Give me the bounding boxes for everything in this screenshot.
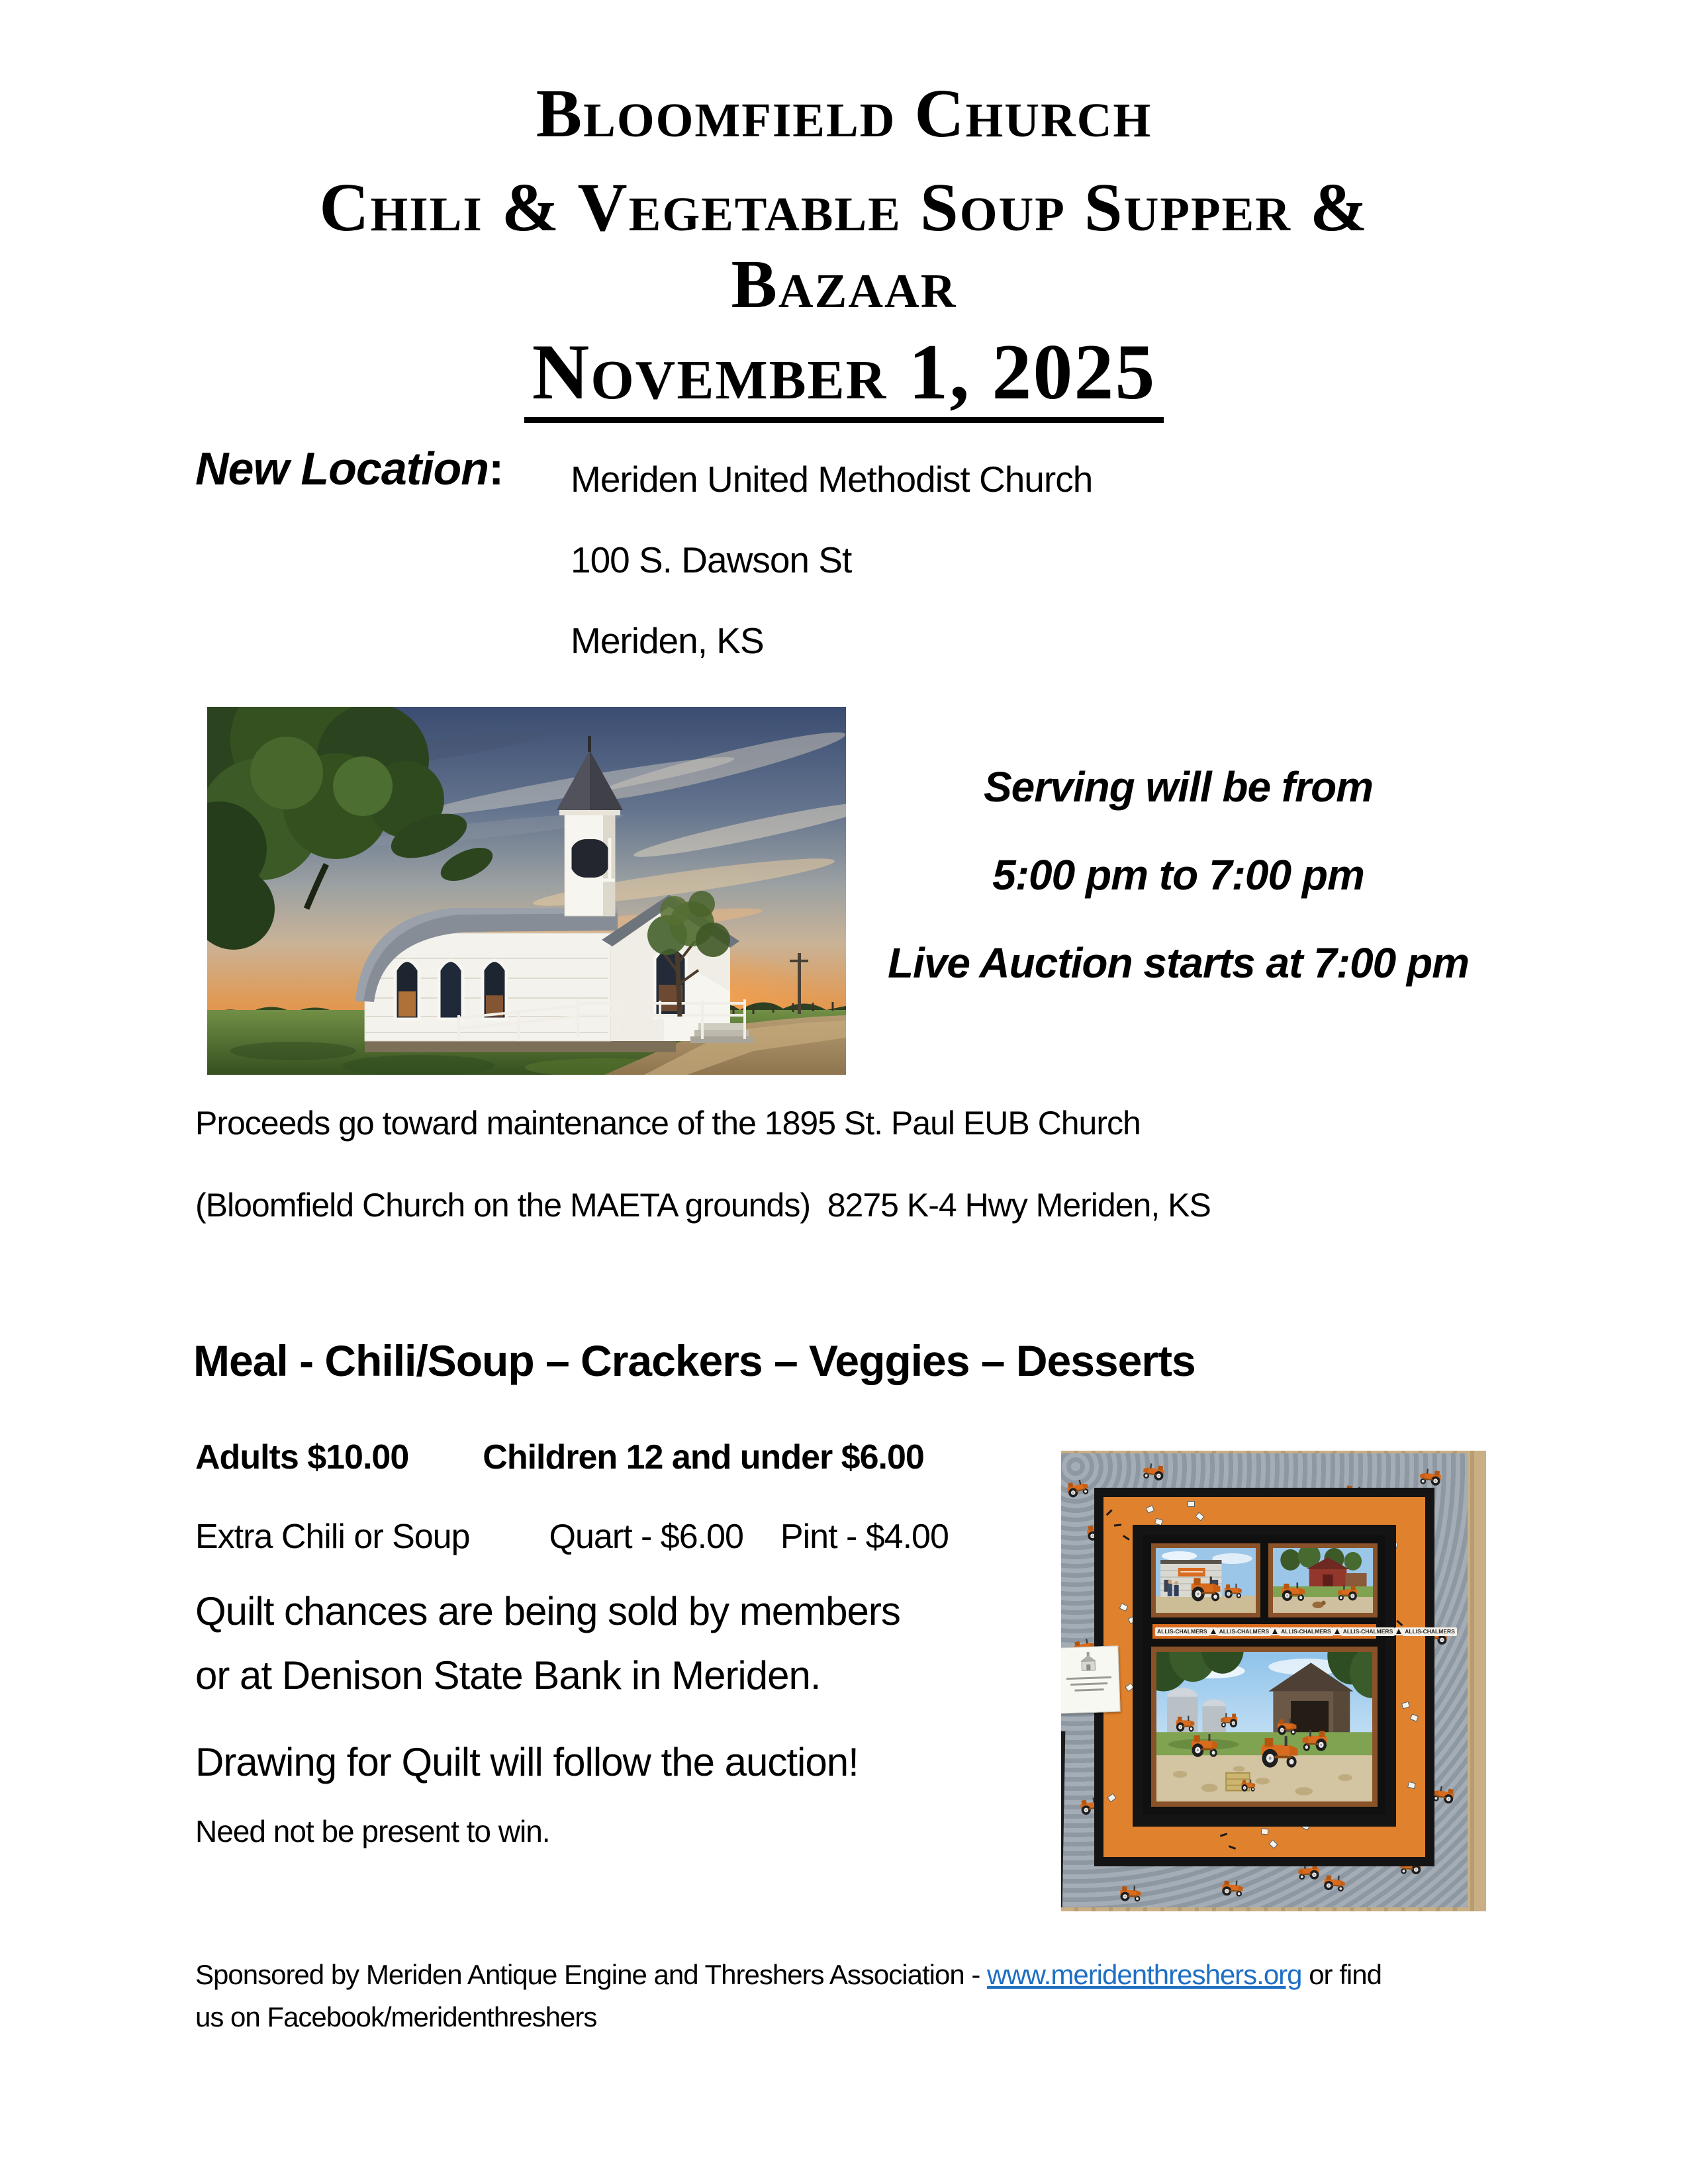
event-title-line2: Bazaar xyxy=(731,246,957,322)
tractor-quilt xyxy=(1061,1453,1468,1907)
tag-text-line xyxy=(1066,1676,1111,1680)
event-title-line1: Chili & Vegetable Soup Supper & xyxy=(319,169,1369,246)
tag-chip-icon xyxy=(1195,1512,1204,1522)
event-date xyxy=(0,328,1688,423)
quart-price: Quart - $6.00 xyxy=(549,1518,743,1556)
sponsor-suffix: or find xyxy=(1301,1959,1382,1990)
tractor-icon xyxy=(1140,1461,1169,1482)
event-date-text: November 1, 2025 xyxy=(524,332,1164,423)
tag-chip-icon xyxy=(1401,1702,1410,1709)
quilt-chances-line1: Quilt chances are being sold by members xyxy=(195,1589,900,1633)
quilt-center xyxy=(1143,1535,1455,1815)
quilt-note: Need not be present to win. xyxy=(195,1814,550,1848)
quilt-drawing-line: Drawing for Quilt will follow the auction! xyxy=(195,1740,859,1784)
location-city-state: Meriden, KS xyxy=(571,620,764,661)
tag-chip-icon xyxy=(1407,1782,1416,1789)
new-location-label: New Location: xyxy=(195,443,504,494)
allis-chalmers-logo-icon xyxy=(1209,1627,1217,1635)
allis-chalmers-logo-icon xyxy=(1395,1627,1403,1635)
adults-price: Adults $10.00 xyxy=(195,1438,409,1477)
quilt-photo xyxy=(1061,1451,1486,1911)
proceeds-line2: (Bloomfield Church on the MAETA grounds) 8275 K-4 Hwy Meriden, KS xyxy=(195,1187,1211,1224)
wrench-mark-icon xyxy=(1106,1509,1113,1516)
sponsor-prefix: Sponsored by Meriden Antique Engine and Threshers Association - xyxy=(195,1959,987,1990)
brand-label: ALLIS-CHALMERS xyxy=(1217,1627,1272,1636)
tag-chip-icon xyxy=(1410,1713,1419,1721)
extra-prices xyxy=(195,1517,949,1557)
wrench-mark-icon xyxy=(1114,1524,1121,1526)
tag-text-line xyxy=(1075,1688,1104,1692)
allis-chalmers-logo-icon xyxy=(1333,1627,1341,1635)
brand-label: ALLIS-CHALMERS xyxy=(1403,1627,1457,1636)
tag-text-line xyxy=(1070,1682,1107,1686)
proceeds-line1: Proceeds go toward maintenance of the 1895 St. Paul EUB Church xyxy=(195,1105,1141,1142)
website-link[interactable]: www.meridenthreshers.org xyxy=(987,1959,1302,1990)
sponsor-line2: us on Facebook/meridenthreshers xyxy=(195,2001,597,2032)
quilt-chances-line2: or at Denison State Bank in Meriden. xyxy=(195,1653,821,1698)
location-street: 100 S. Dawson St xyxy=(571,539,852,580)
pint-price: Pint - $4.00 xyxy=(780,1518,949,1556)
church-photo xyxy=(207,707,846,1075)
sponsor-line1 xyxy=(195,1959,1382,1991)
location-venue: Meriden United Methodist Church xyxy=(571,459,1093,500)
tractor-icon xyxy=(1320,1872,1348,1893)
serving-line1: Serving will be from xyxy=(983,763,1374,811)
wrench-mark-icon xyxy=(1397,1620,1403,1626)
tag-chip-icon xyxy=(1188,1501,1195,1507)
tag-church-icon xyxy=(1074,1650,1102,1673)
tag-chip-icon xyxy=(1268,1839,1278,1848)
brand-label: ALLIS-CHALMERS xyxy=(1279,1627,1333,1636)
tag-chip-icon xyxy=(1119,1603,1129,1612)
serving-line3: Live Auction starts at 7:00 pm xyxy=(887,939,1470,987)
wrench-mark-icon xyxy=(1229,1845,1236,1849)
extra-label: Extra Chili or Soup xyxy=(195,1518,470,1556)
location-colon: : xyxy=(489,443,504,494)
tractor-icon xyxy=(1218,1878,1246,1898)
quilt-panel-barnyard xyxy=(1268,1543,1378,1617)
tag-chip-icon xyxy=(1261,1829,1269,1835)
quilt-brand-strip xyxy=(1152,1624,1455,1639)
page-title: Bloomfield Church xyxy=(536,75,1152,152)
tractor-icon xyxy=(1062,1477,1092,1500)
brand-label: ALLIS-CHALMERS xyxy=(1341,1627,1395,1636)
brand-label: ALLIS-CHALMERS xyxy=(1155,1627,1209,1636)
meal-heading: Meal - Chili/Soup – Crackers – Veggies – Desserts xyxy=(193,1336,1196,1385)
tag-chip-icon xyxy=(1107,1794,1116,1803)
serving-line2: 5:00 pm to 7:00 pm xyxy=(992,851,1364,899)
quilt-panel-main xyxy=(1151,1647,1378,1807)
tractor-icon xyxy=(1117,1884,1144,1902)
tractor-icon xyxy=(1417,1467,1446,1488)
allis-chalmers-logo-icon xyxy=(1271,1627,1279,1635)
quilt-panel-dealership xyxy=(1151,1543,1260,1617)
wrench-mark-icon xyxy=(1123,1535,1130,1540)
tag-chip-icon xyxy=(1146,1505,1155,1514)
meal-prices xyxy=(195,1437,924,1477)
quilt-raffle-tag xyxy=(1061,1645,1121,1713)
children-price: Children 12 and under $6.00 xyxy=(483,1438,924,1477)
wrench-mark-icon xyxy=(1220,1833,1227,1837)
